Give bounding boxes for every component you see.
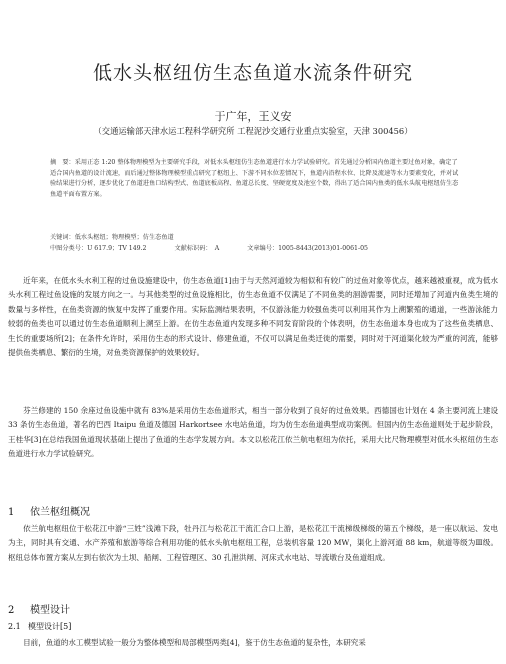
section-title: 依兰枢纽概况	[30, 507, 90, 518]
section-heading-2	[8, 601, 70, 616]
authors: 于广年，王义安	[214, 110, 292, 123]
paragraph-text: 目前，鱼道的水工模型试验一般分为整体模型和局部模型两类[4]，鉴于仿生态鱼道的复杂性，本研究采	[23, 638, 366, 647]
classification-line	[50, 244, 462, 255]
paragraph-text: 依兰航电枢纽位于松花江中游“三姓”浅滩下段，牡丹江与松花江干流汇合口上游，是松花江干流梯级梯级的第五个梯级，是一座以航运、发电为主，同时具有交通、水产养殖和旅游等综合利用功能的低水头航电枢纽工程，总装机容量 120 MW，渠化上游河道 88 km，航道等级为Ⅲ级。枢纽总体布置方案从左到右依次为土坝、船闸、工程管理区、30 孔泄洪闸、河床式水电站、导流墩台及鱼道组成。	[8, 524, 498, 562]
section-1-paragraph	[8, 522, 498, 565]
paragraph-text: 近年来，在低水头水利工程的过鱼设施建设中，仿生态鱼道[1]由于与天然河道较为相似和有较广的过鱼对象等优点，越来越被重视，成为低水头水利工程过鱼设施的发展方向之一。与其他类型的过鱼设施相比，仿生态鱼道不仅满足了不同鱼类的洄游需要，同时还增加了河道内鱼类生境的数量与多样性，在鱼类资源的恢复中发挥了重要作用。实际监测结果表明，不仅游泳能力较强鱼类可以利用其作为上溯繁殖的通道，一些游泳能力较弱的鱼类也可以通过仿生态鱼道顺利上溯至上游。在仿生态鱼道内发现多种不同发育阶段的个体表明，仿生态鱼道本身也成为了这些鱼类栖息、生长的重要场所[2]；在条件允许时，采用仿生态的形式设计、修建鱼道，不仅可以满足鱼类迁徙的需要，同时对于河道渠化较为严重的河流，能够提供鱼类栖息、繁衍的生境，对鱼类资源保护的效果较好。	[8, 276, 498, 358]
doc-code: 文献标识码： A	[174, 245, 220, 252]
abstract	[50, 158, 462, 200]
class-number: 中图分类号：U 617.9；TV 149.2	[50, 245, 147, 252]
abstract-text: 摘 要：采用正态 1:20 整体物理模型为主要研究手段，对低水头枢纽仿生态鱼道进行水力学试验研究。首先通过分析国内鱼道主要过鱼对象，确定了适合国内鱼道的设计流速，而后通过整体物理模型重点研究了枢纽上、下游不同水位差情况下，鱼道内沿程水位、比降及流速等水力要素变化，并对试验结果进行分析，逐步优化了鱼道进鱼口结构型式、鱼道底板高程、鱼道总长度、坚硬宽度及池室个数，得出了适合国内鱼类的低水头航电枢纽仿生态鱼道平面布置方案。	[50, 159, 459, 198]
subsection-title: 模型设计[5]	[28, 622, 72, 631]
section-heading-1	[8, 503, 90, 518]
paragraph-text: 芬兰修建的 150 余座过鱼设施中就有 83%是采用仿生态鱼道形式，相当一部分收到了良好的过鱼效果。西德国也计划在 4 条主要河流上建设 33 条仿生态鱼道，著名的巴西 Itaipu 鱼道及德国 Harkortsee 水电站鱼道，均为仿生态鱼道典型成功案例。但国内仿生态鱼道则处于起步阶段，王桂华[3]在总结我国鱼道现状基础上提出了鱼道的生态学发展方向。本文以松花江依兰航电枢纽为依托，采用大比尺物理模型对低水头枢纽仿生态鱼道进行水力学试验研究。	[8, 406, 498, 459]
keywords	[50, 233, 462, 244]
section-number: 1	[8, 507, 15, 518]
intro-paragraph-1	[8, 274, 498, 360]
paper-title: 低水头枢纽仿生态鱼道水流条件研究	[92, 62, 413, 84]
intro-paragraph-2	[8, 404, 498, 462]
section-title: 模型设计	[30, 605, 70, 616]
keywords-text: 关键词：低水头枢纽；物理模型；仿生态鱼道	[50, 234, 174, 241]
section-2-paragraph	[8, 636, 498, 650]
affiliation: （交通运输部天津水运工程科学研究所 工程泥沙交通行业重点实验室，天津 300456）	[93, 126, 413, 136]
section-number: 2	[8, 605, 15, 616]
subsection-heading-2-1	[8, 621, 71, 632]
article-id: 文章编号：1005-8443(2013)01-0061-05	[247, 245, 368, 252]
subsection-number: 2.1	[8, 622, 21, 631]
